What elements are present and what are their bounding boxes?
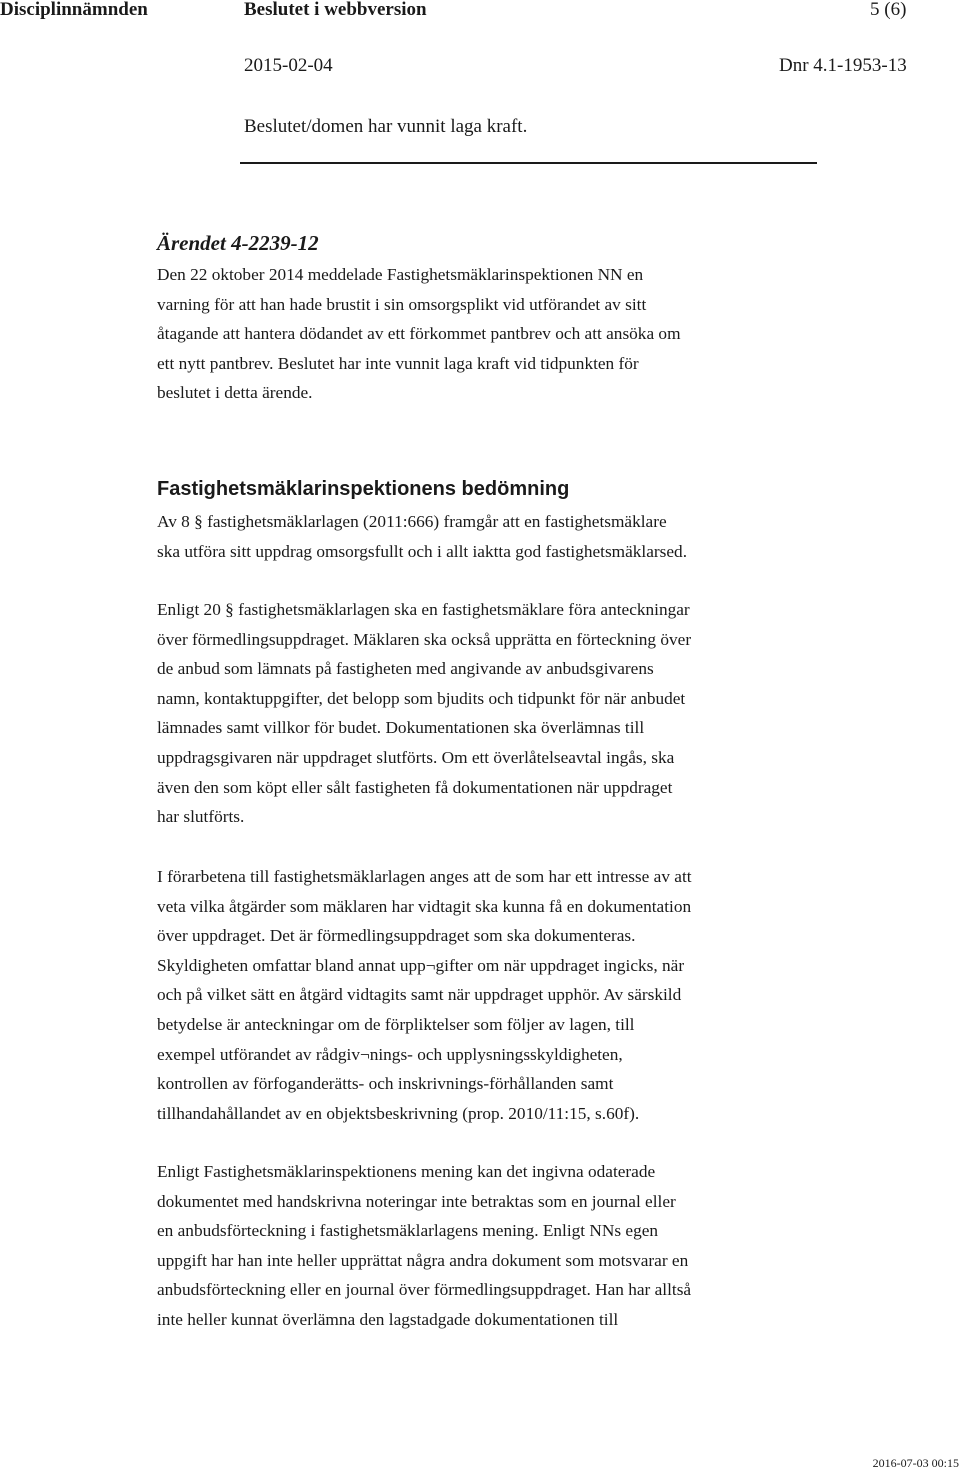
- paragraph-line: veta vilka åtgärder som mäklaren har vidtagit ska kunna få en dokumentation: [157, 896, 692, 916]
- paragraph-line: I förarbetena till fastighetsmäklarlagen anges att de som har ett intresse av att: [157, 867, 692, 886]
- case-line: Den 22 oktober 2014 meddelade Fastighetsmäklarinspektionen NN en: [157, 265, 644, 284]
- doc-type: Beslutet i webbversion: [244, 0, 427, 20]
- case-title: Ärendet 4-2239-12: [157, 231, 319, 255]
- diary-number: Dnr 4.1-1953-13: [779, 55, 907, 76]
- print-timestamp: 2016-07-03 00:15: [872, 1456, 959, 1470]
- assessment-paragraph-1: [157, 507, 797, 566]
- paragraph-line: även den som köpt eller sålt fastigheten få dokumentationen när uppdraget: [157, 777, 673, 797]
- paragraph-line: tillhandahållandet av en objektsbeskrivning (prop. 2010/11:15, s.60f).: [157, 1103, 640, 1123]
- header-divider: [240, 162, 817, 164]
- paragraph-line: exempel utförandet av rådgiv¬nings- och upplysningsskyldigheten,: [157, 1044, 623, 1064]
- page-number: 5 (6): [870, 0, 907, 20]
- document-date: 2015-02-04: [244, 55, 333, 76]
- paragraph-line: en anbudsförteckning i fastighetsmäklarlagens mening. Enligt NNs egen: [157, 1221, 659, 1241]
- paragraph-line: betydelse är anteckningar om de förpliktelser som följer av lagen, till: [157, 1014, 635, 1034]
- paragraph-line: kontrollen av förfoganderätts- och inskrivnings-förhållanden samt: [157, 1074, 614, 1094]
- paragraph-line: och på vilket sätt en åtgärd vidtagits samt när uppdraget upphör. Av särskild: [157, 985, 682, 1005]
- case-line: åtagande att hantera dödandet av ett förkommet pantbrev och att ansöka om: [157, 324, 681, 344]
- paragraph-line: Enligt 20 § fastighetsmäklarlagen ska en fastighetsmäklare föra anteckningar: [157, 600, 690, 619]
- paragraph-line: över uppdraget. Det är förmedlingsuppdraget som ska dokumenteras.: [157, 926, 636, 946]
- paragraph-line: dokumentet med handskrivna noteringar inte betraktas som en journal eller: [157, 1191, 676, 1211]
- case-line: beslutet i detta ärende.: [157, 383, 313, 403]
- paragraph-line: Skyldigheten omfattar bland annat upp¬gifter om när uppdraget ingicks, när: [157, 955, 685, 975]
- case-line: ett nytt pantbrev. Beslutet har inte vunnit laga kraft vid tidpunkten för: [157, 353, 639, 373]
- paragraph-line: lämnades samt villkor för budet. Dokumentationen ska överlämnas till: [157, 718, 645, 738]
- assessment-heading: Fastighetsmäklarinspektionens bedömning: [157, 478, 570, 500]
- assessment-paragraph-4: [157, 1157, 797, 1335]
- paragraph-line: namn, kontaktuppgifter, det belopp som bjudits och tidpunkt för när anbudet: [157, 688, 686, 708]
- paragraph-line: anbudsförteckning eller en journal över förmedlingsuppdraget. Han har alltså: [157, 1280, 692, 1300]
- org-name: Disciplinnämnden: [0, 0, 148, 20]
- paragraph-line: uppgift har han inte heller upprättat några andra dokument som motsvarar en: [157, 1250, 689, 1270]
- paragraph-line: Enligt Fastighetsmäklarinspektionens mening kan det ingivna odaterade: [157, 1162, 656, 1181]
- legal-status: Beslutet/domen har vunnit laga kraft.: [244, 116, 528, 137]
- case-paragraph: [157, 260, 797, 408]
- paragraph-line: inte heller kunnat överlämna den lagstadgade dokumentationen till: [157, 1309, 619, 1329]
- assessment-paragraph-3: [157, 862, 797, 1128]
- assessment-paragraph-2: [157, 595, 797, 832]
- paragraph-line: har slutförts.: [157, 807, 245, 827]
- paragraph-line: Av 8 § fastighetsmäklarlagen (2011:666) framgår att en fastighetsmäklare: [157, 512, 667, 531]
- paragraph-line: uppdragsgivaren när uppdraget slutförts. Om ett överlåtelseavtal ingås, ska: [157, 747, 675, 767]
- paragraph-line: de anbud som lämnats på fastigheten med angivande av anbudsgivarens: [157, 659, 654, 679]
- paragraph-line: över förmedlingsuppdraget. Mäklaren ska också upprätta en förteckning över: [157, 629, 692, 649]
- paragraph-line: ska utföra sitt uppdrag omsorgsfullt och i allt iaktta god fastighetsmäklarsed.: [157, 541, 688, 561]
- case-line: varning för att han hade brustit i sin omsorgsplikt vid utförandet av sitt: [157, 294, 647, 314]
